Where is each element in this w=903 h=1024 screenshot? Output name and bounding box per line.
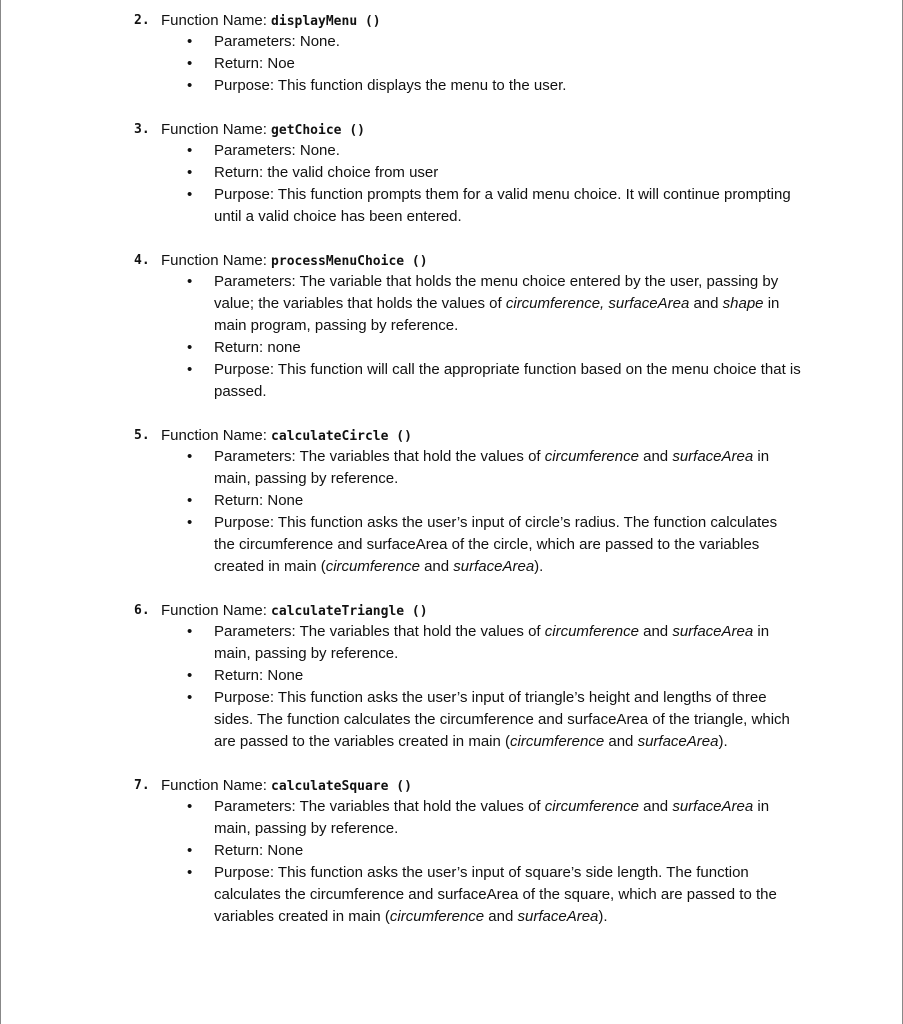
detail-text: Parameters: None. — [214, 142, 340, 159]
bullet-icon: • — [187, 842, 193, 859]
detail-text: Return: None — [214, 842, 304, 859]
detail-list — [1, 621, 902, 753]
italic-term: surfaceArea — [672, 623, 754, 640]
italic-term: circumference — [544, 623, 639, 640]
function-heading — [1, 775, 902, 796]
bullet-icon: • — [187, 798, 193, 815]
detail-text: and — [638, 448, 673, 465]
function-name-label: Function Name: — [161, 427, 272, 444]
function-name-label: Function Name: — [161, 602, 272, 619]
detail-text: Purpose: This function prompts them for a valid menu choice. It will continue prompting until a valid choice has been entered. — [214, 186, 791, 225]
detail-text: ). — [718, 733, 728, 750]
detail-text: in main, passing by reference. — [214, 623, 770, 662]
detail-text: and — [689, 295, 723, 312]
detail-text: in main, passing by reference. — [214, 448, 770, 487]
detail-text: Return: the valid choice from user — [214, 164, 439, 181]
detail-item — [1, 162, 902, 184]
detail-text: Parameters: The variables that hold the values of — [214, 448, 545, 465]
detail-item — [1, 75, 902, 97]
section-number: 6. — [134, 603, 150, 618]
function-heading — [1, 10, 902, 31]
bullet-icon: • — [187, 77, 193, 94]
function-heading — [1, 250, 902, 271]
detail-text: and — [638, 798, 673, 815]
section-number: 3. — [134, 122, 150, 137]
detail-item — [1, 840, 902, 862]
function-name-label: Function Name: — [161, 12, 272, 29]
section-number: 7. — [134, 778, 150, 793]
bullet-icon: • — [187, 273, 193, 290]
function-name: getChoice () — [271, 123, 365, 138]
detail-text: Purpose: This function asks the user’s input of triangle’s height and lengths of three sides. The function calculates the circumference and surfaceArea of the triangle, which are passed to the variables created in main ( — [214, 689, 790, 750]
detail-list — [1, 31, 902, 97]
detail-item — [1, 53, 902, 75]
italic-term: circumference — [325, 558, 420, 575]
detail-text: Purpose: This function asks the user’s input of square’s side length. The function calculates the circumference and surfaceArea of the square, which are passed to the variables created in main ( — [214, 864, 777, 925]
italic-term: circumference, — [505, 295, 605, 312]
italic-term: circumference — [544, 798, 639, 815]
italic-term: surfaceArea — [672, 798, 754, 815]
section-number: 2. — [134, 13, 150, 28]
function-name: calculateTriangle () — [271, 604, 428, 619]
bullet-icon: • — [187, 55, 193, 72]
detail-text: Purpose: This function asks the user’s input of circle’s radius. The function calculates the circumference and surfaceArea of the circle, which are passed to the variables created in main ( — [214, 514, 778, 575]
detail-item — [1, 140, 902, 162]
section-number: 4. — [134, 253, 150, 268]
detail-item — [1, 446, 902, 490]
italic-term: surfaceArea — [517, 908, 599, 925]
italic-term: shape — [722, 295, 764, 312]
bullet-icon: • — [187, 514, 193, 531]
function-section — [1, 119, 902, 228]
detail-text: in main, passing by reference. — [214, 798, 770, 837]
detail-text: Return: None — [214, 492, 304, 509]
detail-text: Parameters: The variables that hold the values of — [214, 623, 545, 640]
detail-text: Parameters: None. — [214, 33, 340, 50]
detail-item — [1, 271, 902, 337]
detail-text: and — [604, 733, 638, 750]
function-name-label: Function Name: — [161, 252, 272, 269]
detail-list — [1, 271, 902, 403]
function-section — [1, 600, 902, 753]
detail-list — [1, 446, 902, 578]
bullet-icon: • — [187, 339, 193, 356]
bullet-icon: • — [187, 689, 193, 706]
detail-text: Purpose: This function will call the appropriate function based on the menu choice that is passed. — [214, 361, 801, 400]
detail-text: Return: none — [214, 339, 301, 356]
bullet-icon: • — [187, 186, 193, 203]
bullet-icon: • — [187, 448, 193, 465]
function-list — [1, 10, 902, 928]
detail-text: and — [419, 558, 454, 575]
detail-item — [1, 337, 902, 359]
detail-text: ). — [598, 908, 608, 925]
section-number: 5. — [134, 428, 150, 443]
function-heading — [1, 425, 902, 446]
detail-item — [1, 621, 902, 665]
detail-item — [1, 31, 902, 53]
function-name: calculateCircle () — [271, 429, 412, 444]
bullet-icon: • — [187, 623, 193, 640]
function-name: displayMenu () — [271, 14, 381, 29]
bullet-icon: • — [187, 33, 193, 50]
detail-text: Purpose: This function displays the menu to the user. — [214, 77, 567, 94]
detail-item — [1, 359, 902, 403]
function-name-label: Function Name: — [161, 121, 272, 138]
detail-text: Parameters: The variable that holds the menu choice entered by the user, passing by value; the variables that holds the values of — [214, 273, 779, 312]
function-heading — [1, 600, 902, 621]
bullet-icon: • — [187, 164, 193, 181]
detail-list — [1, 796, 902, 928]
detail-text: ). — [534, 558, 544, 575]
function-section — [1, 250, 902, 403]
detail-item — [1, 687, 902, 753]
detail-text: Return: Noe — [214, 55, 295, 72]
function-section — [1, 10, 902, 97]
bullet-icon: • — [187, 361, 193, 378]
detail-item — [1, 512, 902, 578]
bullet-icon: • — [187, 667, 193, 684]
detail-text: Parameters: The variables that hold the values of — [214, 798, 545, 815]
detail-text: in main program, passing by reference. — [214, 295, 780, 334]
function-name: calculateSquare () — [271, 779, 412, 794]
detail-text: and — [638, 623, 673, 640]
italic-term: circumference — [510, 733, 605, 750]
detail-list — [1, 140, 902, 228]
italic-term: surfaceArea — [637, 733, 719, 750]
detail-text: Return: None — [214, 667, 304, 684]
bullet-icon: • — [187, 492, 193, 509]
detail-text: and — [484, 908, 518, 925]
italic-term: circumference — [544, 448, 639, 465]
detail-item — [1, 862, 902, 928]
function-section — [1, 425, 902, 578]
italic-term: surfaceArea — [608, 295, 690, 312]
function-name-label: Function Name: — [161, 777, 272, 794]
italic-term: surfaceArea — [453, 558, 535, 575]
document-page — [1, 10, 902, 950]
detail-item — [1, 665, 902, 687]
bullet-icon: • — [187, 142, 193, 159]
italic-term: surfaceArea — [672, 448, 754, 465]
detail-item — [1, 184, 902, 228]
bullet-icon: • — [187, 864, 193, 881]
detail-item — [1, 490, 902, 512]
detail-item — [1, 796, 902, 840]
function-name: processMenuChoice () — [271, 254, 428, 269]
function-heading — [1, 119, 902, 140]
italic-term: circumference — [389, 908, 485, 925]
function-section — [1, 775, 902, 928]
